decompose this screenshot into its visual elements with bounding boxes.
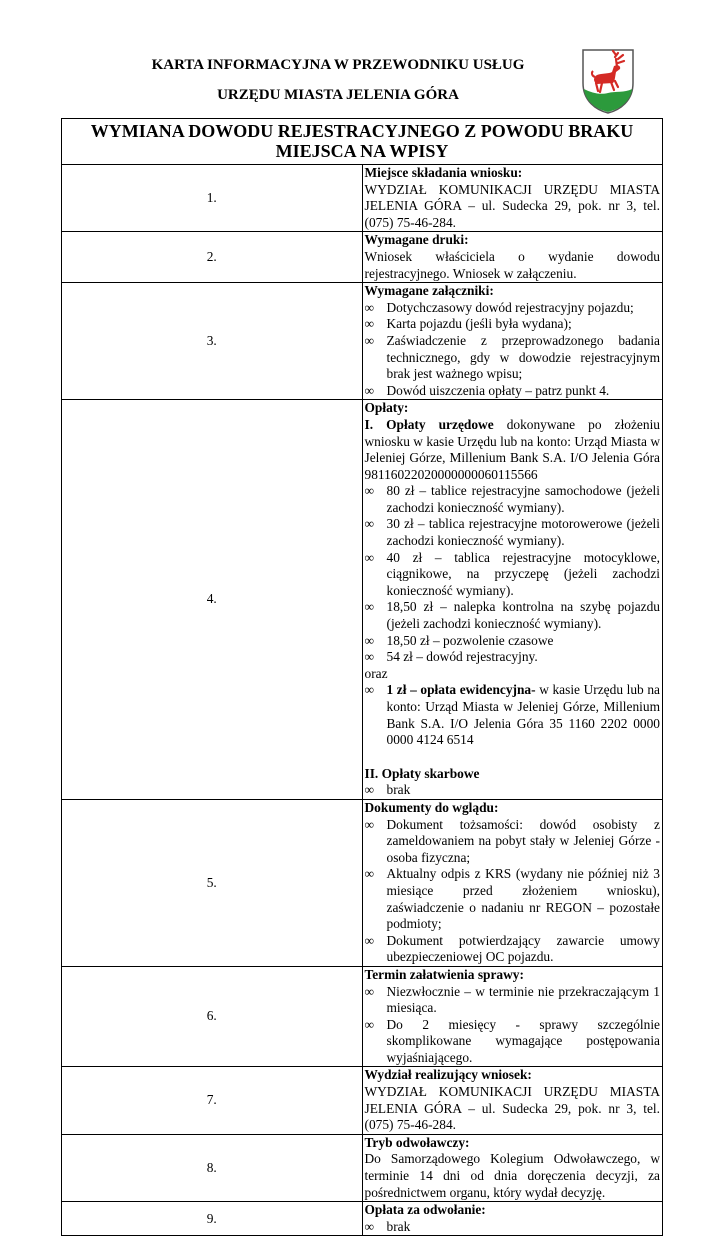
- registration-fee-title: 1 zł – opłata ewidencyjna-: [386, 682, 536, 698]
- table-row-3: [62, 283, 663, 400]
- row-heading: Wydział realizujący wniosek:: [364, 1067, 532, 1083]
- row-content: [362, 799, 663, 966]
- header-line-2: URZĘDU MIASTA JELENIA GÓRA: [217, 87, 459, 103]
- document-header: [0, 50, 676, 110]
- oraz-text: oraz: [364, 665, 388, 681]
- table-row-2: [62, 232, 663, 283]
- row-number: 2.: [62, 232, 363, 283]
- list-item: ∞ brak: [364, 1218, 411, 1234]
- row-heading: Termin załatwienia sprawy:: [364, 966, 524, 982]
- row-number: 8.: [62, 1134, 363, 1201]
- bullet-icon: ∞: [364, 866, 375, 882]
- row-heading: Dokumenty do wglądu:: [364, 799, 499, 815]
- official-fees-title: I. Opłaty urzędowe: [364, 416, 494, 432]
- bullet-icon: ∞: [364, 932, 375, 948]
- row-content: [362, 283, 663, 400]
- list-item: ∞ 54 zł – dowód rejestracyjny.: [364, 649, 538, 665]
- list-item: ∞ Karta pojazdu (jeśli była wydana);: [364, 316, 572, 332]
- coat-of-arms-icon: [580, 47, 636, 115]
- header-line-1: KARTA INFORMACYJNA W PRZEWODNIKU USŁUG: [151, 57, 525, 73]
- row-heading: Opłaty:: [364, 400, 409, 416]
- list-item: ∞ 30 zł – tablica rejestracyjne motorowerowe (jeżeli zachodzi konieczność wymiany).: [364, 516, 660, 549]
- stamp-fees-title: II. Opłaty skarbowe: [364, 765, 480, 781]
- table-row-7: [62, 1067, 663, 1134]
- bullet-icon: ∞: [364, 782, 375, 798]
- list-item: ∞ Aktualny odpis z KRS (wydany nie później niż 3 miesiące przed złożeniem wniosku), zaświadczenie o nadaniu nr REGON – pozostałe podmioty;: [364, 866, 660, 932]
- bullet-icon: ∞: [364, 599, 375, 615]
- table-row-1: [62, 165, 663, 232]
- row-heading: Wymagane załączniki:: [364, 283, 494, 299]
- bullet-icon: ∞: [364, 516, 375, 532]
- row-content: [362, 1202, 663, 1236]
- row-heading: Wymagane druki:: [364, 232, 469, 248]
- list-item: ∞ 18,50 zł – nalepka kontrolna na szybę pojazdu (jeżeli zachodzi konieczność wymiany).: [364, 599, 660, 632]
- table-row-9: [62, 1202, 663, 1236]
- row-number: 7.: [62, 1067, 363, 1134]
- row-heading: Opłata za odwołanie:: [364, 1202, 486, 1218]
- row-content: [362, 966, 663, 1067]
- table-row-6: [62, 966, 663, 1067]
- row-content: [362, 1067, 663, 1134]
- bullet-icon: ∞: [364, 332, 375, 348]
- row-number: 4.: [62, 400, 363, 800]
- bullet-icon: ∞: [364, 632, 375, 648]
- row-content: [362, 165, 663, 232]
- list-item: [365, 682, 661, 748]
- row-number: 5.: [62, 799, 363, 966]
- official-fees-text: dokonywane po złożeniu wniosku w kasie Urzędu lub na konto: Urząd Miasta w Jeleniej Górze, Millenium Bank S.A. I/O Jelenia Góra 98116022020000000060115566: [364, 416, 660, 482]
- bullet-icon: ∞: [364, 382, 375, 398]
- row-content: [362, 400, 663, 800]
- row-number: 3.: [62, 283, 363, 400]
- service-info-table: [61, 118, 663, 1236]
- list-item: ∞ 18,50 zł – pozwolenie czasowe: [364, 632, 554, 648]
- bullet-icon: ∞: [364, 1218, 375, 1234]
- list-item: ∞ brak: [364, 782, 411, 798]
- list-item: ∞ Zaświadczenie z przeprowadzonego badania technicznego, gdy w dowodzie rejestracyjnym brak jest ważnego wpisu;: [364, 332, 660, 382]
- table-row-5: [62, 799, 663, 966]
- list-item: ∞ 40 zł – tablica rejestracyjne motocyklowe, ciągnikowe, na przyczepę (jeżeli zachodzi konieczność wymiany).: [364, 549, 660, 598]
- row-content: [362, 232, 663, 283]
- bullet-icon: ∞: [364, 816, 375, 832]
- bullet-icon: ∞: [364, 483, 375, 499]
- bullet-icon: ∞: [364, 1016, 375, 1032]
- bullet-icon: ∞: [364, 682, 375, 698]
- list-item: ∞ Dotychczasowy dowód rejestracyjny pojazdu;: [364, 299, 634, 315]
- bullet-icon: ∞: [364, 983, 375, 999]
- title-row: [62, 119, 663, 165]
- official-fees-paragraph: [365, 417, 661, 483]
- list-item: ∞ Do 2 miesięcy - sprawy szczególnie skomplikowane wymagające postępowania wyjaśniającego.: [364, 1016, 660, 1065]
- list-item: ∞ 80 zł – tablice rejestracyjne samochodowe (jeżeli zachodzi konieczność wymiany).: [364, 483, 660, 515]
- registration-fee-text: w kasie Urzędu lub na konto: Urząd Miasta w Jeleniej Górze, Millenium Bank S.A. I/O Jelenia Góra 35 1160 2202 0000 0000 4124 6514: [386, 682, 660, 748]
- list-item: ∞ Dokument tożsamości: dowód osobisty z zameldowaniem na pobyt stały w Jeleniej Górze - osoba fizyczna;: [364, 816, 660, 865]
- row-content: [362, 1134, 663, 1201]
- row-text: WYDZIAŁ KOMUNIKACJI URZĘDU MIASTA JELENIA GÓRA – ul. Sudecka 29, pok. nr 3, tel. (075) 75-46-284.: [364, 181, 660, 230]
- row-heading: Miejsce składania wniosku:: [364, 165, 523, 180]
- spacer: [365, 749, 661, 766]
- document-title: WYMIANA DOWODU REJESTRACYJNEGO Z POWODU BRAKU MIEJSCA NA WPISY: [62, 119, 663, 165]
- bullet-icon: ∞: [364, 299, 375, 315]
- row-number: 6.: [62, 966, 363, 1067]
- row-text: WYDZIAŁ KOMUNIKACJI URZĘDU MIASTA JELENIA GÓRA – ul. Sudecka 29, pok. nr 3, tel. (075) 75-46-284.: [364, 1084, 660, 1133]
- table-row-8: [62, 1134, 663, 1201]
- list-item: ∞ Dowód uiszczenia opłaty – patrz punkt 4.: [364, 382, 610, 398]
- bullet-icon: ∞: [364, 649, 375, 665]
- row-number: 9.: [62, 1202, 363, 1236]
- bullet-icon: ∞: [364, 316, 375, 332]
- row-text: Do Samorządowego Kolegium Odwoławczego, w terminie 14 dni od dnia doręczenia decyzji, za pośrednictwem organu, który wydał decyzję.: [364, 1151, 660, 1200]
- row-heading: Tryb odwoławczy:: [364, 1134, 470, 1150]
- row-number: 1.: [62, 165, 363, 232]
- list-item: ∞ Dokument potwierdzający zawarcie umowy ubezpieczeniowej OC pojazdu.: [364, 932, 660, 965]
- bullet-icon: ∞: [364, 549, 375, 565]
- row-text: Wniosek właściciela o wydanie dowodu rejestracyjnego. Wniosek w załączeniu.: [364, 248, 660, 281]
- table-row-4: [62, 400, 663, 800]
- list-item: ∞ Niezwłocznie – w terminie nie przekraczającym 1 miesiąca.: [364, 983, 660, 1016]
